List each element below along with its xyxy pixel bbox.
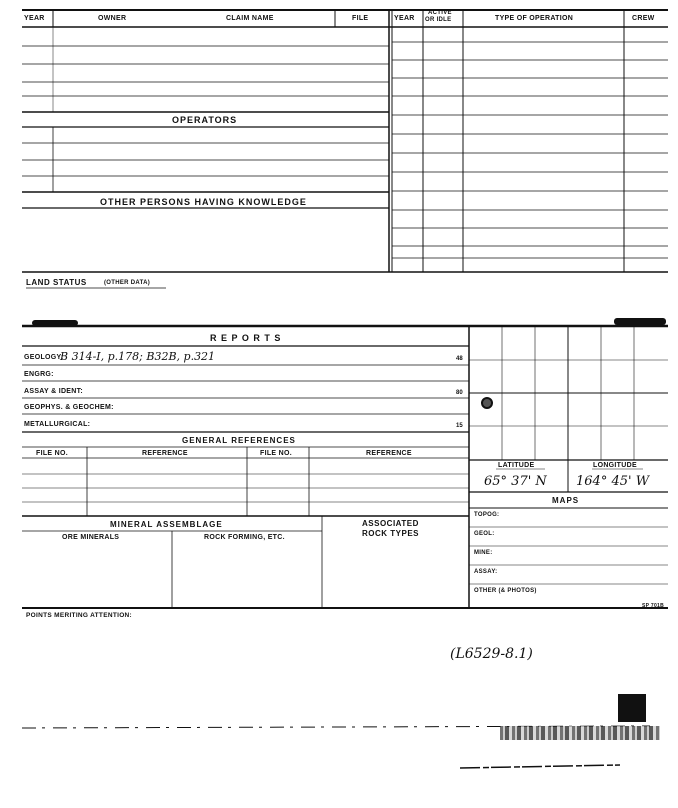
form-number: SP 701B (642, 603, 665, 609)
maps-other: OTHER (& PHOTOS) (474, 588, 537, 594)
land-status-title: LAND STATUS (26, 278, 87, 287)
gr-file-no-1: FILE NO. (36, 450, 68, 457)
scan-noise-bottom (500, 726, 660, 740)
header-active-2: OR IDLE (425, 17, 452, 23)
reports-title: R E P O R T S (210, 333, 282, 343)
longitude-label: LONGITUDE (593, 462, 637, 469)
handwritten-record-id: (L6529-8.1) (450, 646, 533, 662)
header-active-1: ACTIVE (428, 10, 452, 16)
gr-reference-2: REFERENCE (366, 450, 412, 457)
header-year-2: YEAR (394, 15, 415, 22)
latitude-value: 65° 37' N (484, 474, 547, 489)
maps-geol: GEOL: (474, 531, 495, 537)
maps-assay: ASSAY: (474, 569, 498, 575)
points-meriting-attention: POINTS MERITING ATTENTION: (26, 612, 133, 619)
gr-reference-1: REFERENCE (142, 450, 188, 457)
geophys-label: GEOPHYS. & GEOCHEM: (24, 404, 114, 411)
scan-mark-bottom-block (618, 694, 646, 722)
longitude-value: 164° 45' W (576, 474, 650, 489)
engrg-label: ENGRG: (24, 371, 54, 378)
header-claim-name: CLAIM NAME (226, 15, 274, 22)
geology-number: 48 (456, 356, 463, 362)
metallurgical-label: METALLURGICAL: (24, 421, 91, 428)
header-year: YEAR (24, 15, 45, 22)
header-crew: CREW (632, 15, 655, 22)
geology-value: B 314-I, p.178; B32B, p.321 (60, 350, 216, 363)
assay-number: 80 (456, 390, 463, 396)
associated-label: ASSOCIATED (362, 519, 419, 528)
ore-minerals-label: ORE MINERALS (62, 534, 120, 541)
scan-mark-left (32, 320, 78, 326)
rock-types-label: ROCK TYPES (362, 529, 420, 538)
location-dot (481, 397, 493, 409)
mineral-assemblage-title: MINERAL ASSEMBLAGE (110, 520, 223, 529)
assay-label: ASSAY & IDENT: (24, 388, 84, 395)
header-owner: OWNER (98, 15, 127, 22)
header-file: FILE (352, 15, 369, 22)
metallurgical-number: 15 (456, 423, 463, 429)
geology-label: GEOLOGY: (24, 354, 64, 361)
other-persons-title: OTHER PERSONS HAVING KNOWLEDGE (100, 197, 307, 207)
gr-file-no-2: FILE NO. (260, 450, 292, 457)
maps-title: MAPS (552, 496, 580, 505)
land-status-subtitle: (OTHER DATA) (104, 280, 151, 286)
scan-mark-right (614, 318, 666, 325)
rock-forming-label: ROCK FORMING, ETC. (204, 534, 285, 541)
general-references-title: GENERAL REFERENCES (182, 436, 296, 445)
latitude-label: LATITUDE (498, 462, 535, 469)
header-type-of-operation: TYPE OF OPERATION (495, 15, 574, 22)
maps-topog: TOPOG: (474, 512, 500, 518)
maps-mine: MINE: (474, 550, 493, 556)
operators-title: OPERATORS (172, 115, 238, 125)
